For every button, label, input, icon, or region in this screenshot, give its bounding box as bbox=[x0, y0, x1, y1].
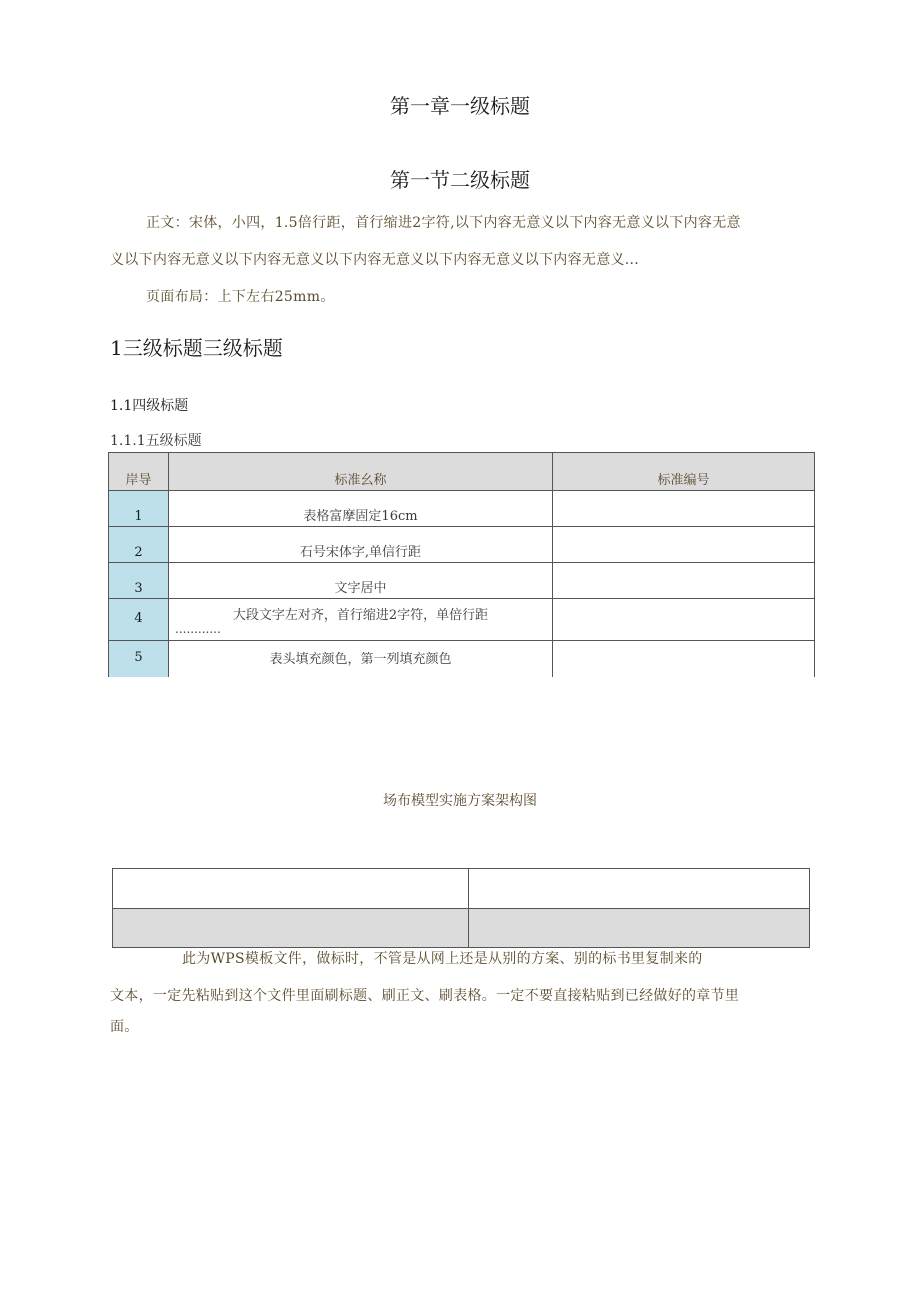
row-name: 石号宋体字,单信行距 bbox=[169, 527, 553, 563]
table-row bbox=[113, 869, 810, 909]
page-layout-note: 页面布局：上下左右25mm。 bbox=[146, 289, 335, 305]
figure-caption: 场布模型实施方案架构图 bbox=[383, 793, 537, 809]
header-index: 岸导 bbox=[109, 453, 169, 491]
row-index: 1 bbox=[109, 491, 169, 527]
level3-heading: 1三级标题三级标题 bbox=[110, 336, 283, 360]
chapter-heading: 第一章一级标题 bbox=[390, 94, 530, 118]
row-code bbox=[553, 527, 815, 563]
level5-heading: 1.1.1五级标题 bbox=[110, 433, 202, 449]
standards-table bbox=[108, 452, 815, 677]
table-row bbox=[109, 563, 815, 599]
row-code bbox=[553, 599, 815, 641]
table-row bbox=[109, 641, 815, 677]
row-name-continuation: ............ bbox=[175, 622, 221, 636]
table-header-row bbox=[109, 453, 815, 491]
table-row bbox=[109, 599, 815, 641]
table-row bbox=[113, 909, 810, 948]
note-line-3: 面。 bbox=[110, 1019, 139, 1035]
row-index: 2 bbox=[109, 527, 169, 563]
note-line-2: 文本，一定先粘贴到这个文件里面刷标题、刷正文、刷表格。一定不要直接粘贴到已经做好的章节里 bbox=[110, 988, 740, 1004]
row-code bbox=[553, 563, 815, 599]
row-name-text: 大段文字左对齐，首行缩进2字符，单倍行距 bbox=[232, 608, 489, 623]
table-cell bbox=[469, 869, 810, 909]
table-cell bbox=[113, 909, 469, 948]
row-name: 表头填充颜色，第一列填充颜色 bbox=[169, 641, 553, 677]
row-name: 表格富摩固定16cm bbox=[169, 491, 553, 527]
row-code bbox=[553, 491, 815, 527]
row-index: 5 bbox=[109, 641, 169, 677]
row-name bbox=[169, 599, 553, 641]
body-paragraph-line-2: 义以下内容无意义以下内容无意义以下内容无意义以下内容无意义以下内容无意义... bbox=[110, 252, 640, 268]
header-standard-code: 标准编号 bbox=[553, 453, 815, 491]
body-paragraph-line-1: 正文：宋体，小四，1.5倍行距，首行缩进2字符,以下内容无意义以下内容无意义以下内容无意 bbox=[146, 215, 741, 231]
header-standard-name: 标准幺称 bbox=[169, 453, 553, 491]
table-row bbox=[109, 527, 815, 563]
row-index: 4 bbox=[109, 599, 169, 641]
row-index: 3 bbox=[109, 563, 169, 599]
empty-table bbox=[112, 868, 810, 948]
table-row bbox=[109, 491, 815, 527]
level4-heading: 1.1四级标题 bbox=[110, 398, 189, 414]
row-code bbox=[553, 641, 815, 677]
table-cell bbox=[113, 869, 469, 909]
row-name: 文字居中 bbox=[169, 563, 553, 599]
section-heading: 第一节二级标题 bbox=[390, 168, 530, 192]
note-line-1: 此为WPS模板文件，做标时，不管是从网上还是从别的方案、别的标书里复制来的 bbox=[182, 951, 703, 967]
table-cell bbox=[469, 909, 810, 948]
